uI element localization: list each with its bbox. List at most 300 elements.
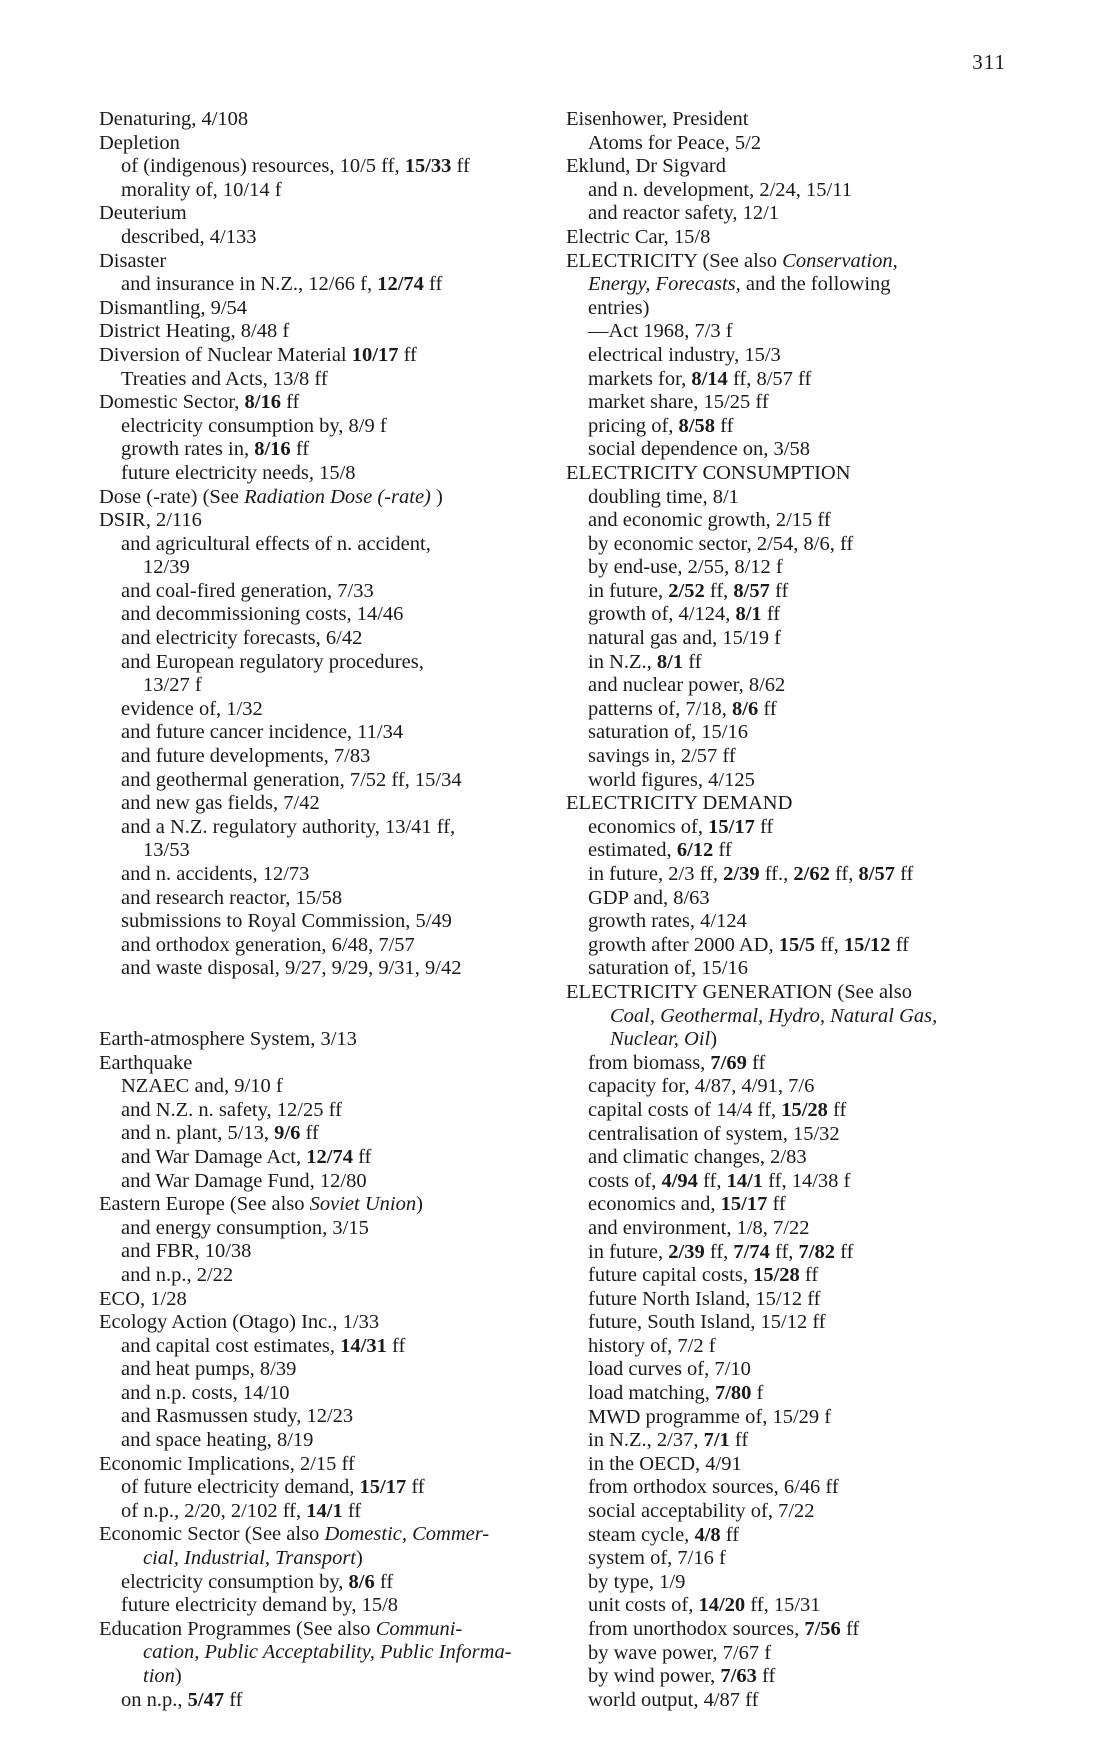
page-ref-bold: 7/74: [733, 1240, 770, 1263]
entry-text: ): [430, 485, 443, 508]
index-subentry: [566, 769, 1014, 793]
page-number: 311: [972, 50, 1006, 74]
entry-text: and energy consumption, 3/15: [121, 1216, 369, 1239]
index-subentry: [566, 674, 1014, 698]
entry-text: future, South Island, 15/12 ff: [588, 1311, 826, 1334]
index-subentry: [566, 1453, 1014, 1477]
entry-text: Atoms for Peace, 5/2: [588, 131, 762, 154]
entry-text: social acceptability of, 7/22: [588, 1500, 815, 1523]
index-subentry: [566, 1241, 1014, 1265]
entry-text: load curves of, 7/10: [588, 1358, 751, 1381]
entry-text: ): [174, 1665, 182, 1687]
page-ref-bold: 14/20: [698, 1594, 746, 1617]
index-subentry: [566, 556, 1014, 580]
page-ref-bold: 6/12: [676, 839, 714, 862]
index-subentry: [566, 1193, 1014, 1217]
entry-text: and the following: [740, 273, 891, 296]
page-ref-bold: 8/16: [254, 438, 291, 461]
entry-text: ff,: [704, 1240, 734, 1263]
entry-text: electricity consumption by,: [121, 1570, 349, 1593]
page-ref-bold: 12/74: [306, 1145, 353, 1168]
page-ref-bold: 12/74: [377, 273, 424, 296]
index-subentry: [566, 721, 1014, 745]
index-subentry: [566, 839, 1014, 863]
entry-text: ff: [834, 1240, 854, 1263]
entry-text: ff: [398, 343, 417, 366]
entry-text: Domestic Sector,: [99, 391, 245, 414]
index-subentry: [99, 226, 549, 250]
index-subentry: [566, 934, 1014, 958]
index-subentry: [566, 320, 1014, 344]
index-subentry: [99, 957, 549, 981]
entry-text: capacity for, 4/87, 4/91, 7/6: [588, 1075, 815, 1098]
entry-text: Ecology Action (Otago) Inc., 1/33: [99, 1311, 380, 1334]
entry-text: markets for,: [588, 367, 692, 390]
entry-text: ff: [894, 863, 914, 885]
page-ref-bold: 9/6: [274, 1122, 301, 1145]
entry-text: and climatic changes, 2/83: [588, 1146, 807, 1169]
entry-text: future electricity demand by, 15/8: [121, 1594, 399, 1617]
entry-text: saturation of, 15/16: [588, 721, 748, 744]
entry-text: ff: [451, 155, 470, 178]
index-subentry: [566, 1052, 1014, 1076]
index-subentry: [566, 957, 1014, 981]
index-heading: [99, 486, 549, 510]
index-heading: [99, 1028, 549, 1052]
entry-text: by wind power,: [588, 1665, 721, 1688]
page-ref-bold: 15/17: [359, 1476, 407, 1499]
page-ref-bold: 8/58: [678, 414, 715, 437]
entry-text: and War Damage Act,: [121, 1145, 307, 1168]
page-ref-bold: 7/63: [720, 1665, 757, 1688]
entry-text: growth rates in,: [121, 438, 255, 461]
index-subentry: [566, 887, 1014, 911]
index-subentry: [566, 1146, 1014, 1170]
entry-text: and orthodox generation, 6/48, 7/57: [121, 933, 415, 956]
index-subentry: [566, 202, 1014, 226]
index-subentry: [566, 1476, 1014, 1500]
entry-text: and waste disposal, 9/27, 9/29, 9/31, 9/42: [121, 957, 462, 980]
index-subentry: [566, 1311, 1014, 1335]
entry-text: Earthquake: [99, 1051, 193, 1074]
entry-text: ff: [799, 1264, 819, 1287]
page-ref-bold: 15/17: [708, 815, 755, 838]
entry-text: load matching,: [588, 1382, 715, 1405]
cross-ref-italic: Coal, Geothermal, Hydro, Natural Gas,: [610, 1004, 938, 1027]
index-subentry: [99, 1547, 549, 1571]
index-subentry: [566, 1217, 1014, 1241]
page-ref-bold: 8/16: [244, 391, 281, 414]
entry-text: Disaster: [99, 249, 167, 272]
page-ref-bold: 4/94: [661, 1169, 698, 1192]
entry-text: ff: [374, 1570, 394, 1593]
index-subentry: [99, 273, 549, 297]
index-subentry: [99, 1146, 549, 1170]
index-heading: [99, 1288, 549, 1312]
index-subentry: [99, 1335, 549, 1359]
entry-text: and FBR, 10/38: [121, 1240, 252, 1263]
cross-ref-italic: Conservation,: [782, 249, 898, 272]
index-subentry: [99, 438, 549, 462]
index-subentry: [99, 934, 549, 958]
entry-text: ECO, 1/28: [99, 1287, 187, 1310]
index-heading: [99, 509, 549, 533]
entry-text: Diversion of Nuclear Material: [99, 343, 352, 366]
index-subentry: [99, 627, 549, 651]
entry-text: steam cycle,: [588, 1523, 695, 1546]
index-subentry: [99, 1594, 549, 1618]
entry-text: electricity consumption by, 8/9 f: [121, 414, 387, 437]
index-subentry: [566, 1429, 1014, 1453]
page-ref-bold: 2/52: [668, 579, 705, 602]
entry-text: Eisenhower, President: [566, 108, 749, 130]
index-subentry: [566, 344, 1014, 368]
section-gap: [99, 981, 549, 1028]
index-subentry: [566, 1075, 1014, 1099]
entry-text: costs of,: [588, 1169, 662, 1192]
index-subentry: [99, 1240, 549, 1264]
entry-text: world output, 4/87 ff: [588, 1688, 759, 1711]
index-subentry: [99, 745, 549, 769]
index-heading: [99, 344, 549, 368]
entry-text: ff: [769, 579, 789, 602]
index-subentry: [566, 1005, 1014, 1029]
page-ref-bold: 14/31: [340, 1334, 387, 1357]
entry-text: and agricultural effects of n. accident,: [121, 532, 431, 555]
entry-text: and N.Z. n. safety, 12/25 ff: [121, 1098, 342, 1121]
entry-text: market share, 15/25 ff: [588, 391, 769, 414]
entry-text: ff: [280, 391, 300, 414]
entry-text: and decommissioning costs, 14/46: [121, 603, 404, 626]
page-ref-bold: 7/56: [804, 1618, 841, 1640]
index-subentry: [99, 155, 549, 179]
entry-text: DSIR, 2/116: [99, 509, 202, 532]
entry-text: and capital cost estimates,: [121, 1334, 341, 1357]
index-heading: [99, 1453, 549, 1477]
page-ref-bold: 15/33: [404, 155, 452, 178]
entry-text: Economic Implications, 2/15 ff: [99, 1452, 355, 1475]
entry-text: ff: [761, 603, 781, 626]
index-subentry: [566, 486, 1014, 510]
entry-text: on n.p.,: [121, 1688, 188, 1711]
entry-text: Eastern Europe (See also: [99, 1193, 310, 1216]
entry-text: Treaties and Acts, 13/8 ff: [121, 367, 328, 390]
entry-text: ff: [758, 697, 777, 720]
index-heading: [99, 320, 549, 344]
entry-text: natural gas and, 15/19 f: [588, 627, 781, 650]
entry-text: ff.,: [759, 863, 794, 885]
entry-text: in N.Z., 2/37,: [588, 1429, 704, 1452]
index-heading: [99, 250, 549, 274]
index-subentry: [566, 698, 1014, 722]
page-ref-bold: 7/69: [710, 1051, 747, 1074]
entry-text: ff: [683, 650, 702, 673]
index-column-left: [99, 108, 549, 1712]
entry-text: social dependence on, 3/58: [588, 438, 811, 461]
entry-text: of n.p., 2/20, 2/102 ff,: [121, 1499, 307, 1522]
page-ref-bold: 8/6: [732, 697, 759, 720]
entry-text: and n. development, 2/24, 15/11: [588, 178, 852, 201]
entry-text: ff,: [697, 1169, 727, 1192]
entry-text: and new gas fields, 7/42: [121, 792, 320, 815]
index-subentry: [99, 887, 549, 911]
index-subentry: [99, 1122, 549, 1146]
index-subentry: [99, 462, 549, 486]
index-subentry: [566, 1099, 1014, 1123]
entry-text: ELECTRICITY GENERATION (See also: [566, 980, 912, 1003]
index-subentry: [566, 391, 1014, 415]
index-subentry: [566, 1358, 1014, 1382]
index-heading: [99, 1523, 549, 1547]
index-heading: [99, 108, 549, 132]
entry-text: MWD programme of, 15/29 f: [588, 1405, 832, 1428]
index-subentry: [99, 415, 549, 439]
index-subentry: [566, 1335, 1014, 1359]
entry-text: of (indigenous) resources, 10/5 ff,: [121, 155, 405, 178]
index-subentry: [566, 533, 1014, 557]
entry-text: by end-use, 2/55, 8/12 f: [588, 556, 783, 579]
entry-text: ELECTRICITY (See also: [566, 249, 783, 272]
cross-ref-italic: Soviet Union: [309, 1193, 417, 1216]
index-subentry: [99, 1099, 549, 1123]
page-ref-bold: 8/1: [735, 603, 762, 626]
index-subentry: [99, 651, 549, 675]
index-subentry: [566, 1665, 1014, 1689]
entry-text: ff, 8/57 ff: [727, 367, 812, 390]
index-subentry: [566, 580, 1014, 604]
entry-text: ff: [767, 1193, 786, 1216]
entry-text: Eklund, Dr Sigvard: [566, 155, 726, 178]
entry-text: in future,: [588, 1240, 669, 1263]
cross-ref-italic: Radiation Dose (-rate): [244, 485, 431, 508]
index-subentry: [99, 179, 549, 203]
cross-ref-italic: Communi-: [375, 1617, 463, 1640]
entry-text: and future developments, 7/83: [121, 745, 371, 768]
entry-text: ff: [827, 1098, 847, 1121]
index-subentry: [566, 1406, 1014, 1430]
entry-text: and n.p. costs, 14/10: [121, 1381, 290, 1404]
entry-text: and a N.Z. regulatory authority, 13/41 ff,: [121, 815, 456, 838]
entry-text: of future electricity demand,: [121, 1476, 360, 1499]
index-subentry: [99, 674, 549, 698]
index-subentry: [566, 1642, 1014, 1666]
index-subentry: [566, 1382, 1014, 1406]
entry-text: ff: [756, 1665, 776, 1688]
index-subentry: [566, 745, 1014, 769]
index-subentry: [99, 580, 549, 604]
entry-text: estimated,: [588, 839, 677, 862]
entry-text: and n. accidents, 12/73: [121, 863, 310, 885]
index-subentry: [99, 1429, 549, 1453]
entry-text: Earth-atmosphere System, 3/13: [99, 1027, 357, 1050]
entry-text: ff, 15/31: [745, 1594, 821, 1617]
entry-text: and European regulatory procedures,: [121, 650, 424, 673]
entry-text: ff: [352, 1145, 372, 1168]
entry-text: and research reactor, 15/58: [121, 886, 343, 909]
index-subentry: [99, 1217, 549, 1241]
index-heading: [566, 155, 1014, 179]
entry-text: and space heating, 8/19: [121, 1429, 314, 1452]
entry-text: Education Programmes (See also: [99, 1617, 376, 1640]
cross-ref-italic: cial, Industrial, Transport: [143, 1547, 357, 1570]
entry-text: by economic sector, 2/54, 8/6, ff: [588, 532, 854, 555]
entry-text: growth after 2000 AD,: [588, 933, 779, 956]
entry-text: ff: [406, 1476, 425, 1499]
index-heading: [566, 792, 1014, 816]
index-subentry: [566, 1571, 1014, 1595]
index-heading: [566, 226, 1014, 250]
entry-text: and n.p., 2/22: [121, 1263, 234, 1286]
entry-text: world figures, 4/125: [588, 768, 755, 791]
index-subentry: [566, 132, 1014, 156]
index-heading: [566, 981, 1014, 1005]
entry-text: 13/27 f: [143, 674, 202, 697]
entry-text: ): [710, 1028, 718, 1051]
entry-text: ff: [746, 1051, 766, 1074]
index-heading: [99, 1311, 549, 1335]
entry-text: Denaturing, 4/108: [99, 108, 249, 130]
index-subentry: [99, 1405, 549, 1429]
index-subentry: [566, 438, 1014, 462]
entry-text: history of, 7/2 f: [588, 1334, 716, 1357]
entry-text: District Heating, 8/48 f: [99, 320, 290, 343]
index-subentry: [99, 368, 549, 392]
index-subentry: [99, 1500, 549, 1524]
page-ref-bold: 15/17: [720, 1193, 768, 1216]
page-ref-bold: 14/1: [726, 1169, 764, 1192]
entry-text: future electricity needs, 15/8: [121, 461, 356, 484]
entry-text: NZAEC and, 9/10 f: [121, 1075, 283, 1098]
index-subentry: [99, 1358, 549, 1382]
cross-ref-italic: cation, Public Acceptability, Public Informa-: [143, 1641, 512, 1664]
entry-text: and Rasmussen study, 12/23: [121, 1405, 354, 1428]
entry-text: ff: [720, 1523, 740, 1546]
page-ref-bold: 5/47: [187, 1688, 225, 1711]
entry-text: ff: [290, 438, 310, 461]
cross-ref-italic: Domestic, Commer-: [324, 1523, 490, 1546]
entry-text: and n. plant, 5/13,: [121, 1122, 275, 1145]
index-subentry: [99, 1571, 549, 1595]
index-column-right: [566, 108, 1014, 1712]
page-ref-bold: 2/39: [668, 1240, 705, 1263]
index-subentry: [566, 1547, 1014, 1571]
page-ref-bold: 7/82: [798, 1240, 835, 1263]
entry-text: doubling time, 8/1: [588, 485, 739, 508]
index-subentry: [99, 1689, 549, 1713]
entry-text: ff, 14/38 f: [763, 1169, 851, 1192]
entry-text: future North Island, 15/12 ff: [588, 1287, 821, 1310]
index-subentry: [566, 273, 1014, 297]
index-subentry: [566, 603, 1014, 627]
entry-text: ff: [713, 839, 732, 862]
page-ref-bold: 2/39: [723, 863, 760, 885]
entry-text: Depletion: [99, 131, 180, 154]
entry-text: economics of,: [588, 815, 709, 838]
page-ref-bold: 15/28: [781, 1098, 828, 1121]
index-subentry: [566, 1500, 1014, 1524]
index-subentry: [566, 179, 1014, 203]
entry-text: Electric Car, 15/8: [566, 225, 711, 248]
index-subentry: [99, 1665, 549, 1689]
entry-text: ff,: [704, 579, 734, 602]
entry-text: from orthodox sources, 6/46 ff: [588, 1476, 839, 1499]
entry-text: ff: [890, 933, 909, 956]
entry-text: ff: [729, 1429, 749, 1452]
index-subentry: [99, 816, 549, 840]
entry-text: patterns of, 7/18,: [588, 697, 733, 720]
entry-text: ff: [300, 1122, 319, 1145]
index-subentry: [99, 721, 549, 745]
cross-ref-italic: Nuclear, Oil: [610, 1028, 711, 1051]
entry-text: ELECTRICITY DEMAND: [566, 792, 793, 815]
entry-text: 12/39: [143, 556, 190, 579]
entry-text: evidence of, 1/32: [121, 697, 263, 720]
entry-text: Dose (-rate) (See: [99, 485, 245, 508]
entry-text: and War Damage Fund, 12/80: [121, 1169, 367, 1192]
entry-text: and insurance in N.Z., 12/66 f,: [121, 273, 378, 296]
index-subentry: [566, 863, 1014, 887]
page-ref-bold: 7/80: [714, 1382, 752, 1405]
page-ref-bold: 15/5: [778, 933, 816, 956]
index-heading: [99, 1618, 549, 1642]
page-ref-bold: 8/1: [656, 650, 684, 673]
entry-text: unit costs of,: [588, 1594, 699, 1617]
entry-text: ff: [423, 273, 443, 296]
entry-text: growth of, 4/124,: [588, 603, 736, 626]
index-subentry: [99, 1382, 549, 1406]
index-subentry: [99, 769, 549, 793]
page-ref-bold: 10/17: [351, 343, 399, 366]
page-ref-bold: 8/6: [348, 1570, 375, 1593]
entry-text: ff,: [769, 1240, 799, 1263]
index-heading: [566, 462, 1014, 486]
entry-text: morality of, 10/14 f: [121, 178, 282, 201]
entry-text: submissions to Royal Commission, 5/49: [121, 910, 452, 933]
entry-text: and coal-fired generation, 7/33: [121, 579, 374, 602]
index-subentry: [566, 297, 1014, 321]
entry-text: in N.Z.,: [588, 650, 657, 673]
entry-text: growth rates, 4/124: [588, 910, 747, 933]
entry-text: system of, 7/16 f: [588, 1547, 726, 1570]
index-subentry: [99, 1170, 549, 1194]
entry-text: ff,: [815, 933, 844, 956]
entry-text: and electricity forecasts, 6/42: [121, 627, 363, 650]
entry-text: in the OECD, 4/91: [588, 1452, 742, 1475]
entry-text: savings in, 2/57 ff: [588, 745, 736, 768]
page-ref-bold: 2/62: [793, 863, 830, 885]
entry-text: from biomass,: [588, 1051, 711, 1074]
index-heading: [99, 297, 549, 321]
index-subentry: [566, 1170, 1014, 1194]
index-subentry: [566, 1028, 1014, 1052]
entry-text: ff: [342, 1499, 362, 1522]
index-subentry: [566, 1264, 1014, 1288]
page-ref-bold: 8/57: [733, 579, 770, 602]
entry-text: and nuclear power, 8/62: [588, 674, 786, 697]
index-heading: [99, 391, 549, 415]
index-subentry: [99, 1075, 549, 1099]
page-ref-bold: 4/8: [694, 1523, 721, 1546]
entry-text: entries): [588, 296, 650, 319]
cross-ref-italic: tion: [143, 1665, 175, 1687]
page-ref-bold: 14/1: [306, 1499, 343, 1522]
index-subentry: [99, 603, 549, 627]
entry-text: ELECTRICITY CONSUMPTION: [566, 461, 851, 484]
index-subentry: [566, 1288, 1014, 1312]
index-subentry: [99, 533, 549, 557]
index-subentry: [99, 863, 549, 887]
index-heading: [99, 1193, 549, 1217]
